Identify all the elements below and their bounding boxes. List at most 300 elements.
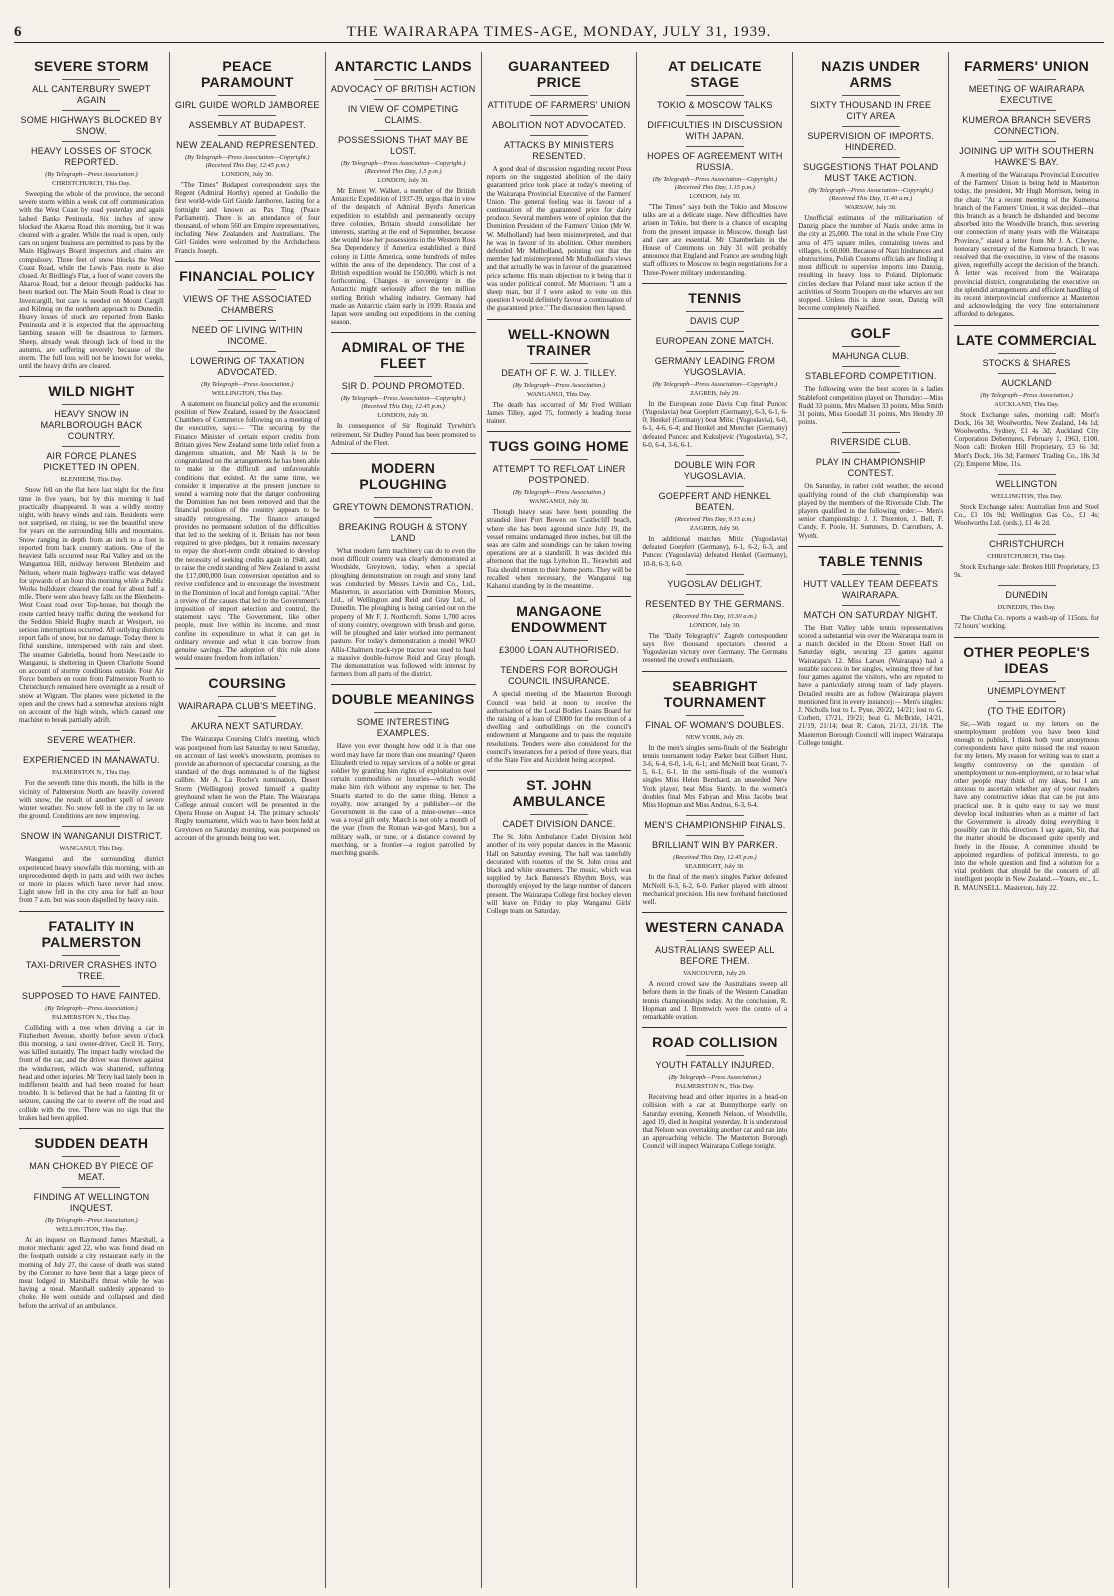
article-headline: SUDDEN DEATH — [34, 1135, 149, 1152]
subhead-rule — [530, 814, 588, 815]
article-subhead: KUMEROA BRANCH SEVERS CONNECTION. — [962, 115, 1091, 136]
article-dateline: WANGANUI, This Day. — [526, 390, 592, 398]
article-body: In consequence of Sir Reginald Tyrwhitt's retirement, Sir Dudley Pound has been promoted to Admiral of the Fleet. — [330, 422, 476, 447]
article-subhead: YUGOSLAV DELIGHT. — [667, 578, 763, 589]
subhead-rule — [62, 750, 120, 751]
subhead-rule — [998, 534, 1056, 535]
article — [487, 770, 632, 915]
article-headline: WESTERN CANADA — [645, 919, 785, 936]
article-body: The St. John Ambulance Cadet Division held another of its very popular dances in the Masonic Hall on Saturday evening. The hall was tastefully decorated with rosettes of the St. John cross and black and white streamers. The music, which was supplied by Jack Banness's Rhythm Boys, was thoroughly enjoyed by the large number of dancers present. The Wairarapa College first hockey eleven will leave on Friday to play Wanganui Girls' College team on Saturday. — [486, 833, 632, 915]
article-dateline: LONDON, July 30. — [377, 177, 429, 184]
article-headline: WELL-KNOWN TRAINER — [508, 325, 610, 358]
subhead-rule — [218, 289, 276, 290]
article — [331, 453, 476, 678]
article — [954, 474, 1099, 528]
article-body: What modern farm machinery can do to even the most difficult country was clearly demonstrated at Woodside, Greytown, today, when a special ploughing demonstration on rough and stony land was conducted by Messrs Levin and Co., Ltd., Masterton, in association with Dominion Motors, Ltd., of Wellington and Reid and Gray Ltd., of Dunedin. The ploughing is being carried out on the property of Mr F. J. Northcroft. Some 1,700 acres of stony country, overgrown with brush and gorse, will be ploughed and later worked into permanent pasture. For today's demonstration a model WKO Allis-Chalmers track-type tractor was used to haul a massive double-furrow Reid and Gray plough. The demonstration was followed with interest by farmers from all parts of the district. — [330, 547, 476, 679]
subhead-rule — [218, 320, 276, 321]
article-body: Stock Exchange sale: Broken Hill Proprietary, £3 9s. — [954, 562, 1100, 579]
article — [954, 325, 1099, 468]
subhead-rule — [62, 79, 120, 80]
article-body: At an inquest on Raymond James Marshall, a motor mechanic aged 22, who was found dead on the footpath outside a city restaurant early in the morning of July 27, the cause of death was stated by the Coroner to have been that a large piece of meat lodged in Marshall's throat while he was having a meal. Marshall suddenly appeared to choke. He went outside and collapsed and died before the arrival of an ambulance. — [19, 1236, 164, 1310]
subhead-rule — [218, 115, 276, 116]
article-body: A record crowd saw the Australians sweep all before them in the finals of the Western Canadian tennis championships today. At the conclusion, R. Hopman and J. Bromwich were the centre of a remarkable ovation. — [642, 980, 788, 1021]
article-subhead: GREYTOWN DEMONSTRATION. — [332, 502, 474, 513]
subhead-rule — [686, 574, 744, 575]
article-subhead: EUROPEAN ZONE MATCH. — [655, 335, 775, 346]
article-body: The "Daily Telegraph's" Zagreb correspondent says five thousand spectators cheered a Yugoslavian victory over Germany. The Germans resented the crowd's enthusiasm. — [642, 631, 788, 665]
article-subhead: DAVIS CUP — [690, 315, 740, 326]
article-body: "The Times" Budapest correspondent says the Regent (Admiral Horthy) opened at Godollo the first world-wide Girl Guide Jamboree, lasting for a fortnight and known as Pax Ting (Peace Parliament). There is an attendance of four thousand, of whom 560 are Empire representatives, including New Zealanders and Australians. The Girl Guides were welcomed by the Archduchess Francis Joseph. — [174, 181, 320, 255]
article-headline: GUARANTEED PRICE — [508, 58, 610, 90]
subhead-rule — [530, 135, 588, 136]
article-divider — [175, 668, 320, 669]
article-body: "The Times" says both the Tokio and Moscow talks are at a delicate stage. New difficulties have arisen in Tokio, but there is a chance of escaping from the present impasse in Moscow, though fast and care are essential. Mr Chamberlain in the House of Commons on July 31 will probably announce that England and France are sending high staff officers to Moscow to begin negotiations for a Three-Power military understanding. — [642, 203, 788, 277]
article-subhead: NEED OF LIVING WITHIN INCOME. — [191, 324, 303, 346]
article-subhead: HEAVY LOSSES OF STOCK REPORTED. — [31, 146, 152, 167]
subhead-rule — [842, 157, 900, 158]
article-subhead: ADVOCACY OF BRITISH ACTION — [330, 84, 476, 94]
article — [175, 668, 320, 842]
article-byline: (By Telegraph—Press Association.) — [201, 380, 294, 388]
subhead-rule — [998, 353, 1056, 354]
article-body: In the European zone Davis Cup final Puncec (Yugoslavia) beat Goepfert (Germany), 6-3, 6-1, 6-0; Henkel (Germany) beat Mitic (Yugoslavia), 6-0, 6-1, 4-6, 6-4; and Henkel and Mencher (Germany) defeated Puncec and Kukuljevic (Yugoslavia), 9-7, 6-0, 6-4, 3-6, 6-1. — [642, 399, 788, 449]
subhead-rule — [218, 95, 276, 96]
subhead-rule — [686, 940, 744, 941]
article-subhead: SIR D. POUND PROMOTED. — [341, 381, 465, 392]
subhead-rule — [62, 110, 120, 111]
article-body: On Saturday, in rather cold weather, the second qualifying round of the club championship was played by the members of the Riverside Club. The players qualified in the following order:— Men's senior championship: J. J. Thornton, J. Bell, F. Candy, F. Poole, H. Summers, D. Carruthers, A. Wyeth. — [798, 482, 944, 540]
subhead-rule — [998, 79, 1056, 80]
column-6 — [793, 52, 949, 1588]
article-divider — [19, 911, 164, 912]
article — [19, 730, 164, 820]
article-dateline: WELLINGTON, This Day. — [55, 1226, 128, 1234]
article-headline: MANGAONE ENDOWMENT — [510, 603, 608, 636]
column-4 — [482, 52, 638, 1588]
article-subhead: SUPPOSED TO HAVE FAINTED. — [21, 990, 161, 1001]
article-body: A meeting of the Wairarapa Provincial Executive of the Farmers' Union is being held in Masterton today, the president, Mr Hugh Morrison, being in the chair. "At a recent meeting of the Kumeroa branch of the Farmers' Union, it was decided—that this branch as a branch be disbanded and become absorbed into the Woodville branch, thus severing our connection of many years with the Wairarapa Province," stated a letter from Mr J. A. Cheyne, honorary secretary of the Kumeroa branch. It was resolved that the executive, in view of the reasons given, regretfully accept the decision of the branch. A letter was received from the Wairarapa provincial district, congratulating the executive on the splendid arrangements and efficient handling of its recent interprovincial conference at Masterton and acknowledging the very fine entertainment afforded to delegates. — [954, 171, 1100, 319]
article-dateline: WANGANUI, This Day. — [59, 845, 124, 853]
article-dateline: SEABRIGHT, July 30. — [684, 863, 745, 871]
subhead-rule — [842, 605, 900, 606]
article-subhead: TOKIO & MOSCOW TALKS — [657, 100, 773, 110]
article-byline: (By Telegraph—Press Association.) — [980, 391, 1073, 399]
subhead-rule — [62, 446, 120, 447]
subhead-rule — [686, 311, 744, 312]
article-dateline: PALMERSTON N., This Day. — [51, 769, 131, 777]
article-divider — [331, 684, 476, 685]
subhead-rule — [686, 594, 744, 595]
article — [331, 684, 476, 857]
subhead-rule — [842, 432, 900, 433]
subhead-rule — [530, 115, 588, 116]
article-subhead: GERMANY LEADING FROM YUGOSLAVIA. — [654, 355, 776, 377]
article-body: Wanganui and the surrounding district experienced heavy snowfalls this morning, with an unprecedented depth in parts and with two inches or more in places which have never had snow. Light snow fell in the city area for half an hour from 7 a.m. but was soon dispelled by heavy rain. — [19, 855, 164, 905]
article-body: Though heavy seas have been pounding the stranded liner Port Bowen on Castlecliff beach, where she has been aground since July 19, the vessel remains undamaged three inches, but till the seas are calm and soundings can be taken towing operations are at a standstill. It was decided this afternoon that the tugs Lyttelton II., Terawhiti and Toia should return to their home ports. They will be recalled when necessary, the Wanganui tug Kahanui standing by in the meantime. — [486, 508, 632, 591]
article-subhead: EXPERIENCED IN MANAWATU. — [22, 755, 160, 766]
article-subhead: DOUBLE WIN FOR YUGOSLAVIA. — [674, 460, 756, 482]
article-subhead: DEATH OF F. W. J. TILLEY. — [501, 367, 617, 378]
subhead-rule — [998, 141, 1056, 142]
article-dateline: WELLINGTON, This Day. — [990, 493, 1063, 501]
article-headline: TUGS GOING HOME — [489, 438, 629, 455]
article-body: The following were the best scores in a ladies Stableford competition played on Thursday:—Miss Rudd 33 points, Mrs Madsen 33 points, Miss Smith 31 points, Miss Goodall 31 points, Mrs Hendry 30 points. — [798, 385, 944, 427]
subhead-rule — [842, 346, 900, 347]
subhead-rule — [218, 351, 276, 352]
article-subhead: ASSEMBLY AT BUDAPEST. — [188, 120, 306, 130]
article-body: In the final of the men's singles Parker defeated McNeill 6-3, 6-2, 6-0. Parker played with almost mechanical precision. His new forehand functioned well. — [642, 873, 788, 906]
article — [487, 431, 632, 590]
subhead-rule — [62, 730, 120, 731]
article-subhead: AIR FORCE PLANES PICKETTED IN OPEN. — [43, 451, 140, 473]
subhead-rule — [686, 331, 744, 332]
article-subhead: ALL CANTERBURY SWEPT AGAIN — [32, 84, 151, 105]
article-body: Stock Exchange sales: Australian Iron and Steel Co., £1 10s 9d; Wellington Gas Co., £1 4s; Woolworths Ltd. (ords.), £1 4s 2d. — [954, 503, 1100, 528]
article — [175, 261, 320, 663]
article-dateline: AUCKLAND, This Day. — [994, 400, 1059, 408]
subhead-rule — [842, 95, 900, 96]
article-subhead: FINDING AT WELLINGTON INQUEST. — [33, 1192, 150, 1214]
article-subhead: MEN'S CHAMPIONSHIP FINALS. — [644, 820, 786, 831]
subhead-rule — [842, 452, 900, 453]
article-divider — [642, 1027, 787, 1028]
article-divider — [19, 1128, 164, 1129]
subhead-rule — [686, 1055, 744, 1056]
article — [642, 912, 787, 1021]
subhead-rule — [374, 130, 432, 131]
subhead-rule — [686, 486, 744, 487]
article-body: Unofficial estimates of the militarisation of Danzig place the number of Nazis under arms in the city at 25,000. The total in the whole Free City area of 475 square miles, containing towns and villages, is 60,000. Because of Nazi hindrances and obstructions, Polish Customs officials are finding it most difficult to supervise imports into Danzig, resulting in heavy loss to Poland. Diplomatic circles declare that Poland must take action if the activities of Storm Troopers on the wharves are not stopped. Unless this is done soon, Danzig will become completely Nazified. — [798, 214, 944, 313]
article-body: The Hutt Valley table tennis representatives scored a substantial win over the Wairarapa team in a match decided in the Dixon Street Hall on Saturday night, securing 23 games against Wairarapa's 12. Miss Larsen (Wairarapa) had a notable success in her singles, winning three of her four games against the visitors, who are reputed to have a particularly strong team of lady players. Detailed results are as follow (Wairarapa players mentioned first in every instance):— Men's singles: J. Nicholls lost to L. Pyne, 20/22, 14/21; lost to G. Corbett, 17/21, 19/21; beat G. McBride, 14/21, 21/19, 21/14; beat R. Caton, 21/13, 21/18. The Masterton Borough Council will inspect Wairarapa College tonight. — [798, 623, 944, 747]
article-divider — [798, 318, 943, 319]
article — [487, 58, 632, 313]
article-byline: (By Telegraph—Press Association.) — [668, 1074, 762, 1082]
subhead-rule — [530, 640, 588, 641]
article-dateline: WANGANUI, July 30. — [529, 498, 589, 506]
article-subhead: SOME INTERESTING EXAMPLES. — [356, 717, 450, 739]
column-3 — [326, 52, 482, 1588]
article-subhead: ATTACKS BY MINISTERS RESENTED. — [503, 140, 615, 161]
article-headline: LATE COMMERCIAL — [956, 331, 1097, 348]
article-subhead: BRILLIANT WIN BY PARKER. — [651, 840, 778, 851]
article-subhead: GIRL GUIDE WORLD JAMBOREE — [174, 100, 320, 110]
article-subhead: STOCKS & SHARES — [982, 357, 1071, 368]
article-divider — [487, 770, 632, 771]
article-headline: ANTARCTIC LANDS — [334, 58, 472, 74]
article-subhead: RESENTED BY THE GERMANS. — [645, 598, 785, 609]
article-subhead: BREAKING ROUGH & STONY LAND — [338, 522, 468, 544]
article-divider — [954, 325, 1099, 326]
article-byline: (Received This Day, 9.15 a.m.) — [674, 516, 755, 524]
article — [19, 58, 164, 370]
article-body: A statement on financial policy and the economic position of New Zealand, issued by the Associated Chambers of Commerce following on a meeting of the executive, says:— "The securing by the Finance Minister of certain export credits from Britain gives New Zealand some little relief from a dangerous situation, and Mr Nash is to be congratulated on the arrangements he has been able to make in the difficult and unfavourable conditions that existed. At the same time, we consider it imperative at the present juncture to sound a warning note that the danger confronting the Dominion has not been removed and that the financial position of the country appears to be steadily retrogressing. The finance arranged provides no permanent solution of the difficulties that led to the seeking of it. Britain has not been required to give pledges, but it remains necessary to repay the short-term credit obtained to develop the necessity of seeking credits again in 1940, and to raise the credit standing of New Zealand to assist the £17,000,000 loan conversion operation and to revive confidence and to encourage the investment in the Dominion of local and foreign capital. "After a review of the causes that led to the Government's imposition of import selection and control, the statement says: 'The Government, like other people, must live within its income, and must confine its expenditure to what it can get in ordinary revenue and what it can borrow from genuine savings. The adoption of this rule alone would ensure freedom from inflation.' — [174, 399, 320, 663]
subhead-rule — [998, 585, 1056, 586]
article-dateline: CHRISTCHURCH, This Day. — [52, 180, 131, 187]
article-body: A good deal of discussion regarding recent Press reports on the suggested abolition of the dairy guaranteed price took place at today's meeting of the Wairarapa Provincial Executive of the Farmers' Union. The general feeling was in favour of a continuation of the guaranteed price for dairy produce. Several members were of opinion that the Dominion President of the Farmers' Union (Mr W. W. Mulholland) had been misinterpreted, and that he was in favour of its abolition. Other members defended Mr Mulholland, pointing out that the member had misinterpreted Mr Mulholland's views and that actually he was in favour of the guaranteed price scheme. His main objection to it being that it was under political control. Mr Morrison: "I am a sheep man, but if I were asked to vote on this question I would definitely favour a continuation of the guaranteed price." The discussion then lapsed. — [486, 165, 632, 313]
article-dateline: WELLINGTON, This Day. — [211, 389, 283, 397]
subhead-rule — [374, 517, 432, 518]
article-body: In additional matches Mitic (Yugoslavia) defeated Goepfert (Germany), 6-1, 6-2, 6-3, and Puncec (Yugoslavia) defeated Henkel (Germany), 10-8, 6-3, 6-0. — [642, 535, 788, 568]
article-dateline: ZAGREB, July 29. — [689, 389, 740, 397]
article-subhead: £3000 LOAN AUTHORISED. — [499, 645, 619, 656]
article-subhead: SOME HIGHWAYS BLOCKED BY SNOW. — [20, 115, 163, 136]
article-body: A special meeting of the Masterton Borough Council was held at noon to receive the authorisation of the Local Bodies Loans Board for the raising of a loan of £3000 for the erection of a dwelling and outbuildings on the council's endowment at Mangaone and to pass the requisite resolutions. Tenders were also considered for the council's insurances for a period of three years, that of the State Fire and Accident being accepted. — [486, 690, 632, 764]
article-subhead: DUNEDIN — [1005, 590, 1048, 601]
article-headline: SEVERE STORM — [34, 58, 149, 74]
article — [642, 283, 787, 449]
article — [954, 534, 1099, 579]
subhead-rule — [686, 455, 744, 456]
article-subhead: ATTEMPT TO REFLOAT LINER POSTPONED. — [492, 464, 626, 486]
article-subhead: STABLEFORD COMPETITION. — [805, 371, 937, 382]
article-byline: (By Telegraph—Press Association.) — [512, 489, 606, 497]
article — [642, 815, 787, 906]
subhead-rule — [62, 1187, 120, 1188]
article-divider — [487, 596, 632, 597]
article-body: For the seventh time this month, the hills in the vicinity of Palmerston North are heavily covered with snow, the result of another spell of severe winter weather. No snow fell in the city to lie on the ground. Conditions are now improving. — [19, 779, 164, 821]
article — [642, 1027, 787, 1150]
subhead-rule — [686, 835, 744, 836]
article-subhead: MAHUNGA CLUB. — [832, 351, 910, 362]
subhead-rule — [62, 826, 120, 827]
article-body: Colliding with a tree when driving a car in Fitzherbert Avenue, shortly before seven o'clock this morning, a taxi owner-driver, Cecil H. Terry, was killed instantly. The impact badly wrecked the front of the car, and the driver was thrown against the windscreen, which was shattered, suffering head and other injuries. Mr Terry had lately been in indifferent health and had been treated for heart trouble. It is believed that he had a fainting fit or seizure, causing the car to swerve off the road and collide with the tree. There was no sign that the brakes had been applied. — [19, 1023, 164, 1122]
subhead-rule — [686, 95, 744, 96]
article-dateline: LONDON, July 30. — [221, 171, 273, 178]
article-headline: ROAD COLLISION — [652, 1034, 778, 1051]
article — [954, 585, 1099, 630]
masthead — [14, 22, 1104, 43]
article — [642, 574, 787, 665]
article — [19, 826, 164, 904]
article-headline: ADMIRAL OF THE FLEET — [341, 339, 465, 372]
subhead-rule — [62, 404, 120, 405]
page-number: 6 — [14, 23, 22, 40]
article-dateline: LONDON, July 30. — [689, 193, 741, 200]
subhead-rule — [686, 815, 744, 816]
article-dateline: DUNEDIN, This Day. — [997, 604, 1056, 612]
article-headline: AT DELICATE STAGE — [667, 58, 762, 90]
article-subhead: WAIRARAPA CLUB'S MEETING. — [178, 701, 317, 712]
article-divider — [487, 431, 632, 432]
subhead-rule — [998, 373, 1056, 374]
article-divider — [331, 332, 476, 333]
subhead-rule — [62, 955, 120, 956]
article-subhead: YOUTH FATALLY INJURED. — [655, 1060, 775, 1071]
subhead-rule — [62, 1156, 120, 1157]
article-byline: (By Telegraph—Press Association.) — [512, 381, 606, 389]
article-subhead: FINAL OF WOMAN'S DOUBLES. — [645, 719, 785, 730]
article-body: Sweeping the whole of the province, the second severe storm within a week cut off communication with the West Coast by road yesterday and again lashed Banks Peninsula. Six inches of snow blocked the Akaroa Road this morning, but it was cleared with a grader. While the road is open, only cars on urgent business are permitted to pass by the Main Highways Board inspectors and chains are compulsory. Three feet of snow blocks the West Coast Road, while the Lewis Pass route is also closed. At Birdling's Flat, a foot of water covers the Akaroa Road, but a detour through paddocks has been marked out. The Main South Road is clear to Invercargill, but care is needed on Mount Cargill and Kilmog on the northern approach to Dunedin. Heavy losses of stock are reported from Banks Peninsula and it is expected that the approaching lambing season will be disastrous to farmers. Sheep, already weak through lack of food in the autumn, are suffering severely because of the storm. The full loss will not be known for weeks, until the heavy drifts are cleared. — [19, 190, 164, 371]
article-byline: (By Telegraph—Press Association—Copyright.) (Received This Day, 1.15 p.m.) — [652, 176, 778, 191]
article-subhead: WELLINGTON — [995, 479, 1058, 490]
article-divider — [487, 319, 632, 320]
article-subhead: HOPES OF AGREEMENT WITH RUSSIA. — [647, 151, 783, 172]
article-subhead: DIFFICULTIES IN DISCUSSION WITH JAPAN. — [647, 120, 783, 141]
article-byline: (Received This Day, 10.30 a.m.) — [673, 612, 757, 620]
article-body: Have you ever thought how odd it is that one word may have far more than one meaning? Queen Elizabeth tried to repay services of a noble or great soldier by granting him rights of exploitation over certain commodities or luxuries—which would make him rich without any expense to her. The Stuarts started to do the same thing. Hence a royalty, now arranged by a publisher—or the Government in the case of a mine-owner—once was a royal gift only. March is not only a month of the year (from the Roman war-god Mars), but a military walk, or tune, or a distance covered by marching, or a frontier—a region patrolled by marching guards. — [330, 742, 476, 857]
article-body: Snow fell on the flat here last night for the first time in five years, but by this morning it had practically disappeared. It was a wildly stormy night, with heavy winds and rain. Residents were not surprised, on rising, to see the beautiful snow for years on the surrounding hills and mountains. Snow ranging in depth from an inch to a foot is reported from back country stations. One of the heaviest falls occurred near Rai Valley and on the Wangamoa Hill, midway between Blenheim and Nelson, where main highways traffic was delayed for upwards of an hour this morning while a Public Works bulldozer cleared the road for about half a mile. There were also heavy falls on the Blenheim-West Coast road over Top-house, but though the route carried heavy traffic during the weekend for the Seddon Shield Rugby match at Westport, no serious interruptions occurred. All outlying districts report falls of snow, but no damage. Today there is fitful sunshine, interspersed with rain and sleet. The steamer Gabriella, bound from Newcastle to Wanganui, is sheltering in Queen Charlotte Sound on account of stormy conditions outside. Four Air Force bombers en route from Palmerston North to Christchurch remained here overnight as a result of snow at Wigram. The planes were picketed in the open and the crews had a somewhat anxious night on account of the high winds, which caused one machine to break partially adrift. — [19, 486, 164, 725]
subhead-rule — [842, 574, 900, 575]
subhead-rule — [686, 146, 744, 147]
subhead-rule — [374, 99, 432, 100]
article — [798, 318, 943, 426]
article-subhead: AKURA NEXT SATURDAY. — [191, 721, 304, 732]
article-subhead: TENDERS FOR BOROUGH COUNCIL INSURANCE. — [500, 665, 618, 687]
article-subhead: SNOW IN WANGANUI DISTRICT. — [20, 831, 163, 842]
article-subhead: AUSTRALIANS SWEEP ALL BEFORE THEM. — [655, 945, 775, 967]
article-subhead: SUGGESTIONS THAT POLAND MUST TAKE ACTION. — [803, 162, 939, 183]
article-dateline: PALMERSTON N., This Day. — [675, 1083, 755, 1091]
article-subhead: MAN CHOKED BY PIECE OF MEAT. — [29, 1161, 154, 1183]
article-dateline: BLENHEIM, This Day. — [60, 476, 123, 484]
article-subhead: HUTT VALLEY TEAM DEFEATS WAIRARAPA. — [803, 578, 939, 600]
article-divider — [642, 671, 787, 672]
article-dateline: LONDON, July 30. — [689, 621, 741, 629]
subhead-rule — [686, 115, 744, 116]
article-subhead: HEAVY SNOW IN MARLBOROUGH BACK COUNTRY. — [40, 409, 143, 442]
subhead-rule — [842, 126, 900, 127]
subhead-rule — [374, 79, 432, 80]
article-subhead: CADET DIVISION DANCE. — [502, 819, 616, 830]
subhead-rule — [686, 351, 744, 352]
article — [642, 671, 787, 810]
subhead-rule — [530, 660, 588, 661]
article-byline: (By Telegraph—Press Association—Copyright.) — [652, 380, 778, 388]
article-subhead: UNEMPLOYMENT — [987, 685, 1066, 696]
article — [19, 376, 164, 724]
subhead-rule — [62, 986, 120, 987]
subhead-rule — [218, 716, 276, 717]
article — [798, 546, 943, 747]
subhead-rule — [998, 681, 1056, 682]
column-7 — [949, 52, 1104, 1588]
article-headline: COURSING — [208, 675, 287, 692]
article-subhead: NEW ZEALAND REPRESENTED. — [176, 140, 319, 150]
article — [642, 455, 787, 568]
article-headline: ST. JOHN AMBULANCE — [512, 777, 606, 810]
article-divider — [175, 261, 320, 262]
article-subhead: RIVERSIDE CLUB. — [830, 437, 911, 448]
article-body: Stock Exchange sales, morning call: Mort's Dock, 16s 3d; Woolworths, New Zealand, 14s 1d; Woolworths, Sydney, £1 4s 3d; Auckland City Corporation Debentures, February 1, 1963, £100. Noon call: Broken Hill Proprietary, £3 6s 3d; Mort's Dock, 16s 3d; Farmers' Trading Co., 18s 3d (2); Emperor Mine, 11s. — [954, 410, 1100, 468]
article-subhead: SIXTY THOUSAND IN FREE CITY AREA — [810, 100, 932, 121]
article-byline: (By Telegraph—Press Association.) — [45, 171, 138, 178]
article-dateline: PALMERSTON N., This Day. — [51, 1013, 131, 1021]
subhead-rule — [530, 363, 588, 364]
article-dateline: WARSAW, July 30. — [844, 204, 897, 211]
article-body: Receiving head and other injuries in a head-on collision with a car at Bunnythorpe early on Saturday evening, Kenneth Nelson, of Woodville, aged 19, died in hospital yesterday. It is understood that Nelson was overtaking another car and ran into an approaching vehicle. The Masterton Borough Council will inspect Wairarapa College tonight. — [642, 1093, 788, 1151]
article-body: In the men's singles semi-finals of the Seabright tennis tournament today Parker beat Gilbert Hunt, 3-6, 6-4, 6-0, 1-6, 6-1; and McNeill beat Grant, 7-5, 6-1, 6-1. In the semi-finals of the women's singles Miss Helen Bernhard, an unseeded New York player, beat Miss Stardy. In the women's doubles final Mrs Fabyan and Miss Jacobs beat Miss Hopman and Miss Andrus, 6-3, 6-4. — [642, 743, 788, 810]
article — [19, 911, 164, 1122]
column-2 — [170, 52, 326, 1588]
article-headline: FINANCIAL POLICY — [179, 267, 316, 284]
subhead-rule — [374, 712, 432, 713]
newspaper-title: THE WAIRARAPA TIMES-AGE, MONDAY, JULY 31, 1939. — [346, 23, 772, 40]
column-1 — [14, 52, 170, 1588]
article-headline: TENNIS — [688, 289, 742, 306]
article-headline: WILD NIGHT — [48, 383, 135, 400]
article-headline: FARMERS' UNION — [964, 58, 1090, 74]
subhead-rule — [218, 696, 276, 697]
article — [798, 58, 943, 312]
article — [331, 332, 476, 447]
article-headline: TABLE TENNIS — [818, 552, 923, 569]
article-headline: GOLF — [850, 325, 891, 342]
article-headline: OTHER PEOPLE'S IDEAS — [963, 643, 1090, 676]
article-subhead: CHRISTCHURCH — [989, 538, 1065, 549]
article-divider — [642, 912, 787, 913]
article — [954, 58, 1099, 319]
newspaper-page — [14, 52, 1104, 1588]
article-divider — [642, 283, 787, 284]
article-dateline: VANCOUVER, July 29. — [682, 970, 747, 978]
article — [487, 596, 632, 764]
subhead-rule — [218, 135, 276, 136]
article-subhead: LOWERING OF TAXATION ADVOCATED. — [190, 355, 305, 377]
article-subhead: ATTITUDE OF FARMERS' UNION — [487, 100, 631, 110]
article-subhead: SEVERE WEATHER. — [47, 735, 136, 746]
article — [798, 432, 943, 539]
article-divider — [954, 637, 1099, 638]
article-headline: MODERN PLOUGHING — [359, 460, 447, 493]
subhead-rule — [998, 701, 1056, 702]
article-body: The death has occurred of Mr Fred William James Tilley, aged 75, formerly a leading horse trainer. — [486, 400, 632, 426]
article — [487, 319, 632, 426]
article — [19, 1128, 164, 1310]
article-dateline: ZAGREB, July 30. — [689, 525, 740, 533]
subhead-rule — [998, 110, 1056, 111]
article-divider — [331, 453, 476, 454]
article-subhead: (TO THE EDITOR) — [987, 705, 1066, 716]
article-divider — [798, 546, 943, 547]
article-subhead: AUCKLAND — [1001, 377, 1052, 388]
article — [331, 58, 476, 326]
article-subhead: MATCH ON SATURDAY NIGHT. — [803, 609, 938, 620]
article-byline: (By Telegraph—Press Association—Copyright.) (Received This Day, 1.5 p.m.) — [340, 160, 466, 175]
subhead-rule — [62, 141, 120, 142]
article — [954, 637, 1099, 892]
article-byline: (Received This Day, 12.45 p.m.) — [673, 854, 757, 862]
article-byline: (By Telegraph—Press Association.) — [45, 1004, 138, 1012]
article-headline: SEABRIGHT TOURNAMENT — [663, 677, 767, 710]
article-subhead: TAXI-DRIVER CRASHES INTO TREE. — [25, 959, 157, 981]
subhead-rule — [530, 95, 588, 96]
subhead-rule — [530, 459, 588, 460]
article-body: Sir,—With regard to my letters on the unemployment problem you have been kind enough to publish, I think both your anonymous correspondents have quite missed the real reason for my letters. My reason for writing was to start a lengthy controversy on the question of unemployment or non-employment, or to hear what other people may think of my ideas, but I am anxious to ascertain whether any of your readers have any constructive ideas that can be put into practical use. It is quite easy to say we must develop local industries when as a matter of fact the Government is already doing everything it possibly can in this direction. I say again, Sir, that the matter should be discussed quite openly and freely in the House. A committee should be appointed regardless of political interests, to go into the whole question and find a solution for a vital problem that should be the concern of all intelligent people in New Zealand.—Yours, etc., L. B. MAUNSELL. Masterton, July 22. — [954, 719, 1100, 892]
article — [642, 58, 787, 277]
article-headline: NAZIS UNDER ARMS — [821, 58, 921, 90]
article-dateline: CHRISTCHURCH, This Day. — [987, 552, 1066, 560]
article-subhead: SUPERVISION OF IMPORTS. HINDERED. — [807, 131, 935, 152]
article-subhead: PLAY IN CHAMPIONSHIP CONTEST. — [815, 457, 926, 479]
article-subhead: MEETING OF WAIRARAPA EXECUTIVE — [968, 84, 1085, 105]
subhead-rule — [374, 497, 432, 498]
article-headline: PEACE PARAMOUNT — [200, 58, 294, 90]
article-body: Mr Ernest W. Walker, a member of the British Antarctic Expedition of 1937-39, urges that in view of the despatch of Admiral Byrd's American expedition to establish and permanently occupy three colonies, Britain should consolidate her interests, starting at the end of September, because she would lose her possessions in the Western Ross Sea Dependency if America established a third colony in Little America, some hundreds of miles within the area of the dependency. The cost of a British expedition would be £50,000, which is not forthcoming. Changes in sovereignty in the Antarctic might seriously affect the ten million sterling British whaling industry. Germany had made an Antarctic claim early in 1939. Russia and Japan were sending out expeditions in the coming season. — [330, 187, 476, 327]
article-dateline: LONDON, July 30. — [377, 412, 429, 420]
article-byline: (By Telegraph—Press Association.) — [45, 1217, 138, 1225]
article-body: The Clutha Co. reports a wash-up of 115ozs. for 72 hours' working. — [954, 614, 1100, 631]
article-subhead: VIEWS OF THE ASSOCIATED CHAMBERS — [183, 293, 312, 315]
article-dateline: NEW YORK, July 29. — [685, 733, 745, 741]
article-subhead: POSSESSIONS THAT MAY BE LOST. — [337, 135, 469, 156]
article-subhead: IN VIEW OF COMPETING CLAIMS. — [347, 104, 459, 125]
subhead-rule — [842, 366, 900, 367]
subhead-rule — [686, 715, 744, 716]
article-headline: FATALITY IN PALMERSTON — [41, 917, 142, 950]
article-subhead: GOEPFERT AND HENKEL BEATEN. — [658, 491, 772, 513]
article-headline: DOUBLE MEANINGS — [331, 691, 475, 708]
article-subhead: JOINING UP WITH SOUTHERN HAWKE'S BAY. — [959, 146, 1094, 167]
